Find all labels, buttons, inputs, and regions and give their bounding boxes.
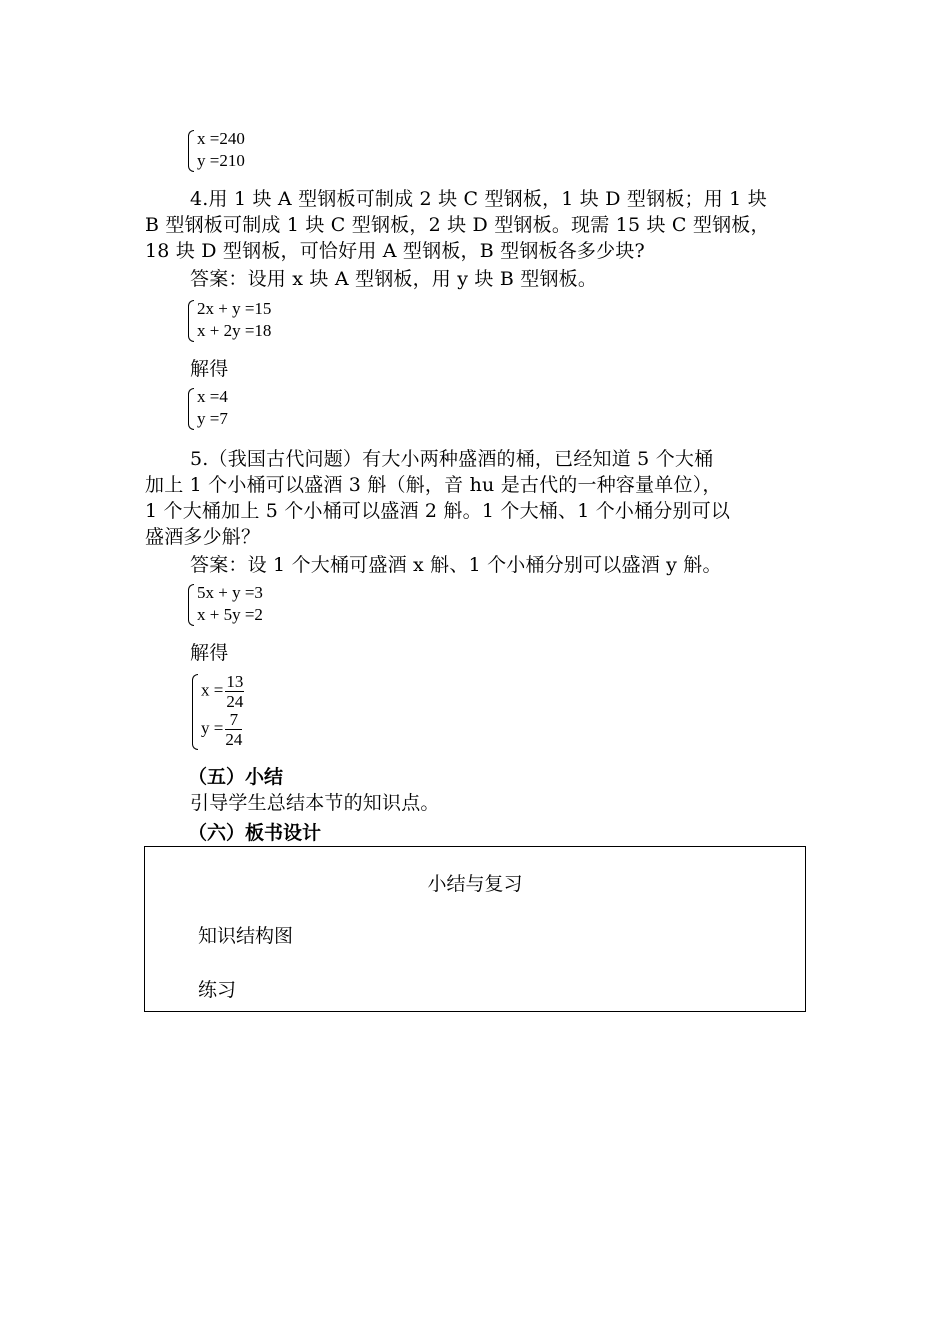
equation — [201, 710, 242, 749]
question-4-line: 18 块 D 型钢板，可恰好用 A 型钢板，B 型钢板各多少块? — [145, 240, 645, 262]
question-5-line: 5.（我国古代问题）有大小两种盛酒的桶，已经知道 5 个大桶 — [190, 448, 714, 470]
question-5-line: 1 个大桶加上 5 个小桶可以盛酒 2 斛。1 个大桶、1 个小桶分别可以 — [145, 500, 731, 522]
equation-label: y = — [201, 718, 224, 738]
equation — [201, 672, 244, 711]
equation: x =4 — [197, 387, 228, 406]
brace-icon — [192, 674, 198, 750]
section-heading: （六）板书设计 — [188, 822, 322, 844]
question-5-line: 加上 1 个小桶可以盛酒 3 斛（斛，音 hu 是古代的一种容量单位）， — [145, 474, 722, 496]
numerator: 13 — [226, 672, 244, 691]
question-4-line: B 型钢板可制成 1 块 C 型钢板，2 块 D 型钢板。现需 15 块 C 型钢板， — [145, 214, 770, 236]
brace-icon — [188, 300, 194, 342]
question-5-answer: 答案：设 1 个大桶可盛酒 x 斛、1 个小桶分别可以盛酒 y 斛。 — [190, 554, 722, 576]
question-4-answer: 答案：设用 x 块 A 型钢板，用 y 块 B 型钢板。 — [190, 268, 598, 290]
brace-icon — [188, 388, 194, 430]
equation: y =210 — [197, 151, 245, 170]
denominator: 24 — [225, 730, 243, 749]
board-item: 知识结构图 — [198, 925, 294, 947]
question-4-line: 4.用 1 块 A 型钢板可制成 2 块 C 型钢板，1 块 D 型钢板；用 1 块 — [190, 188, 767, 210]
equation: y =7 — [197, 409, 228, 428]
equation-label: x = — [201, 680, 224, 700]
equation: x =240 — [197, 129, 245, 148]
brace-icon — [188, 130, 194, 172]
equation: x + 5y =2 — [197, 605, 263, 624]
denominator: 24 — [226, 692, 244, 711]
numerator: 7 — [225, 710, 242, 730]
fraction — [225, 710, 242, 749]
solve-label: 解得 — [190, 642, 229, 664]
summary-text: 引导学生总结本节的知识点。 — [190, 792, 440, 814]
equation: x + 2y =18 — [197, 321, 272, 340]
board-design-box — [144, 846, 806, 1012]
section-heading: （五）小结 — [188, 766, 284, 788]
equation: 5x + y =3 — [197, 583, 263, 602]
equation: 2x + y =15 — [197, 299, 272, 318]
solve-label: 解得 — [190, 358, 229, 380]
brace-icon — [188, 584, 194, 626]
question-5-line: 盛酒多少斛？ — [145, 526, 261, 548]
fraction — [225, 672, 244, 711]
board-title: 小结与复习 — [427, 873, 523, 895]
board-item: 练习 — [198, 979, 237, 1001]
